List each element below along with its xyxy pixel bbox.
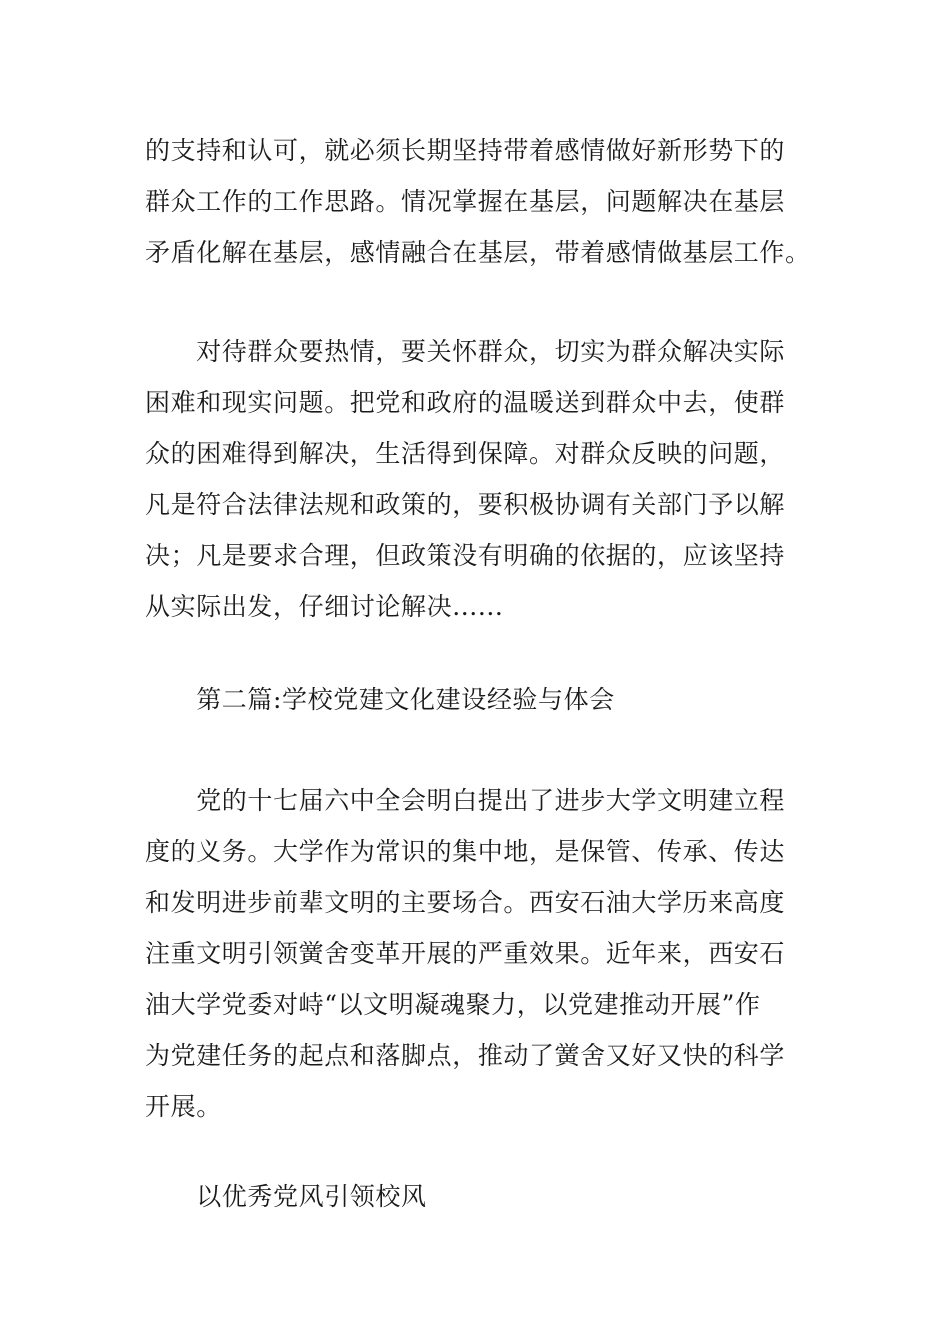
subheading: 以优秀党风引领校风 (145, 1182, 427, 1211)
section-heading: 第二篇:学校党建文化建设经验与体会 (145, 685, 615, 714)
paragraph-3: 党的十七届六中全会明白提出了进步大学文明建立程 度的义务。大学作为常识的集中地，是保管、传承、传达 和发明进步前辈文明的主要场合。西安石油大学历来高度 注重文明引领黉舍变革开展的严重效果。近年来，西安石 油大学党委对峙“以文明凝魂聚力，以党建推动开展”作 为党建任务的起点和落脚点，推动了黉舍又好又快的科学 开展。 (145, 786, 786, 1121)
paragraph-1: 的支持和认可，就必须长期坚持带着感情做好新形势下的 群众工作的工作思路。情况掌握在基层，问题解决在基层 矛盾化解在基层，感情融合在基层，带着感情做基层工作。 (145, 136, 811, 267)
paragraph-2: 对待群众要热情，要关怀群众，切实为群众解决实际 困难和现实问题。把党和政府的温暖送到群众中去，使群 众的困难得到解决，生活得到保障。对群众反映的问题， 凡是符合法律法规和政策的，要积极协调有关部门予以解 决；凡是要求合理，但政策没有明确的依据的，应该坚持 从实际出发，仔细讨论解决...... (145, 337, 786, 621)
